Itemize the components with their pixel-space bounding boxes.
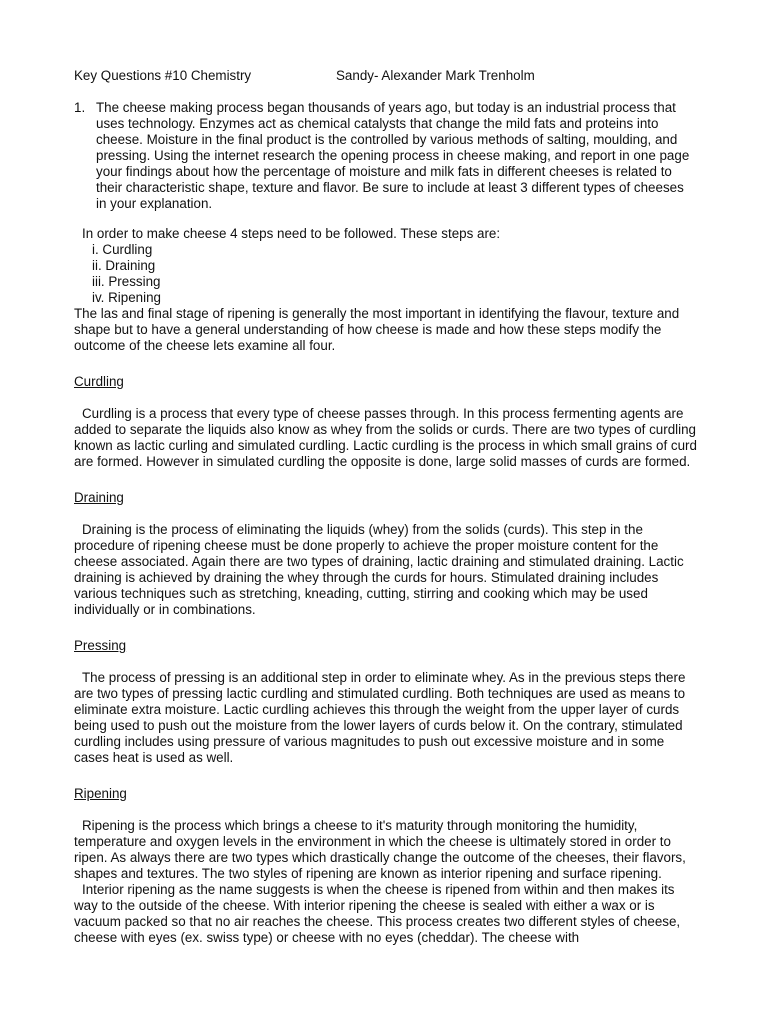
steps-list [74, 242, 699, 306]
document-header [74, 68, 714, 86]
section-heading-curdling: Curdling [74, 374, 124, 389]
question-block [74, 100, 694, 212]
list-item: i. Curdling [92, 242, 153, 257]
list-item: iii. Pressing [92, 274, 161, 289]
answer-intro: In order to make cheese 4 steps need to be followed. These steps are: [82, 226, 501, 241]
section-heading-pressing: Pressing [74, 638, 127, 653]
section-heading-draining: Draining [74, 490, 124, 505]
document-title: Key Questions #10 Chemistry [74, 68, 252, 83]
answer-summary: The las and final stage of ripening is generally the most important in identifying the flavour, texture and shape but to have a general understanding of how cheese is made and how these steps modify the outcome of the cheese lets examine all four. [74, 306, 680, 353]
list-item: iv. Ripening [92, 290, 161, 305]
list-item: ii. Draining [92, 258, 156, 273]
section-text-curdling: Curdling is a process that every type of cheese passes through. In this process fermenting agents are added to separate the liquids also know as whey from the solids or curds. There are two types of curdling known as lactic curling and simulated curdling. Lactic curdling is the process in which small grains of curd are formed. However in simulated curdling the opposite is done, large solid masses of curds are formed. [74, 406, 697, 469]
section-heading-ripening: Ripening [74, 786, 127, 801]
answer-body [74, 226, 699, 946]
section-text-ripening: Ripening is the process which brings a cheese to it's maturity through monitoring the humidity, temperature and oxygen levels in the environment in which the cheese is ultimately stored in order to ripen. As always there are two types which drastically change the outcome of the cheeses, their flavors, shapes and textures. The two styles of ripening are known as interior ripening and surface ripening. [74, 818, 686, 881]
author-name: Sandy- Alexander Mark Trenholm [336, 68, 535, 83]
question-text: The cheese making process began thousands of years ago, but today is an industrial process that uses technology. Enzymes act as chemical catalysts that change the mild fats and proteins into cheese. Moisture in the final product is the controlled by various methods of salting, moulding, and pressing. Using the internet research the opening process in cheese making, and report in one page your findings about how the percentage of moisture and milk fats in different cheeses is related to their characteristic shape, texture and flavor. Be sure to include at least 3 different types of cheeses in your explanation. [96, 100, 690, 211]
section-text-draining: Draining is the process of eliminating the liquids (whey) from the solids (curds). This step in the procedure of ripening cheese must be done properly to achieve the proper moisture content for the cheese associated. Again there are two types of draining, lactic draining and stimulated draining. Lactic draining is achieved by draining the whey through the curds for hours. Stimulated draining includes various techniques such as stretching, kneading, cutting, stirring and cooking which may be used individually or in combinations. [74, 522, 684, 617]
section-text-ripening-interior: Interior ripening as the name suggests is when the cheese is ripened from within and then makes its way to the outside of the cheese. With interior ripening the cheese is sealed with either a wax or is vacuum packed so that no air reaches the cheese. This process creates two different styles of cheese, cheese with eyes (ex. swiss type) or cheese with no eyes (cheddar). The cheese with [74, 882, 681, 945]
section-text-pressing: The process of pressing is an additional step in order to eliminate whey. As in the previous steps there are two types of pressing lactic curdling and stimulated curdling. Both techniques are used as means to eliminate extra moisture. Lactic curdling achieves this through the weight from the upper layer of curds being used to push out the moisture from the lower layers of curds below it. On the contrary, stimulated curdling includes using pressure of various magnitudes to push out excessive moisture and in some cases heat is used as well. [74, 670, 686, 765]
question-number: 1. [74, 100, 86, 115]
